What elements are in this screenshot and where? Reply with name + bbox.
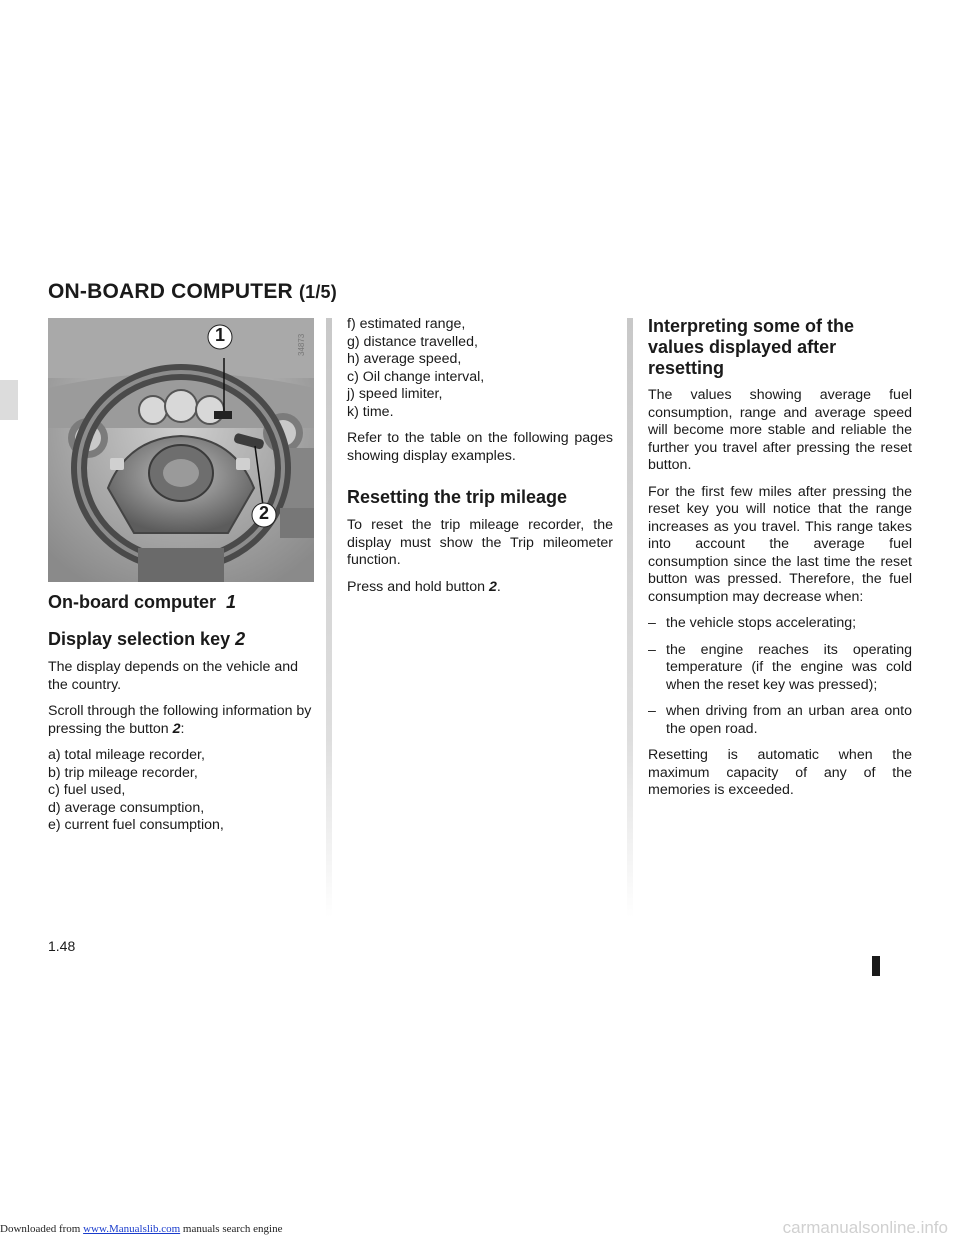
list-item: k) time. — [347, 403, 394, 420]
footer-downloaded-text: Downloaded from — [0, 1223, 81, 1235]
list-item: d) average consumption, — [48, 799, 205, 816]
press-paragraph-num: 2 — [488, 578, 497, 595]
press-paragraph — [347, 579, 613, 597]
page-number: 1.48 — [48, 938, 76, 954]
display-selection-heading-num: 2 — [235, 629, 246, 649]
interpreting-heading: Interpreting some of the values displayed after resetting — [648, 316, 855, 378]
page-title-text: ON-BOARD COMPUTER — [48, 280, 293, 303]
scroll-paragraph-text: Scroll through the following information by pressing the button — [48, 703, 312, 737]
page-title-part: (1/5) — [298, 282, 337, 302]
first-miles-paragraph: For the first few miles after pressing the reset key you will notice that the range increases as you travel. This range takes into account the average fuel consumption since the last time the reset button was pressed. Therefore, the fuel consumption may decrease when: — [648, 483, 912, 605]
footer-suffix-text: manuals search engine — [182, 1223, 283, 1235]
conditions-list — [648, 615, 912, 738]
page-title — [48, 280, 337, 304]
list-item: b) trip mileage recorder, — [48, 764, 198, 781]
list-item: – the vehicle stops accelerating; — [648, 615, 912, 633]
page-corner-mark — [872, 956, 880, 976]
list-item: e) current fuel consumption, — [48, 817, 224, 833]
list-item: c) fuel used, — [48, 782, 126, 798]
scroll-paragraph — [48, 703, 314, 738]
values-paragraph: The values showing average fuel consumption, range and average speed will become more stable and reliable the further you travel after pressing the reset button. — [648, 387, 912, 473]
chapter-tab — [0, 380, 18, 420]
callout-2: 2 — [258, 503, 269, 523]
list-item: – the engine reaches its operating temperature (if the engine was cold when the reset key was pressed); — [648, 642, 912, 695]
image-id: 34873 — [297, 333, 306, 356]
refer-paragraph: Refer to the table on the following pages showing display examples. — [347, 430, 613, 464]
press-paragraph-text: Press and hold button — [347, 578, 486, 595]
info-list-f-k — [347, 316, 613, 421]
display-selection-heading — [48, 629, 314, 650]
manualslib-link[interactable]: www.Manualslib.com — [83, 1223, 181, 1235]
column-divider — [627, 318, 633, 918]
display-selection-heading-text: Display selection key — [48, 629, 231, 649]
watermark: carmanualsonline.info — [782, 1218, 948, 1237]
reset-paragraph: To reset the trip mileage recorder, the display must show the Trip mileometer function. — [347, 517, 613, 568]
column-right — [648, 316, 912, 809]
display-depends-paragraph: The display depends on the vehicle and the country. — [48, 659, 299, 693]
list-item: c) Oil change interval, — [347, 368, 485, 385]
column-middle — [347, 316, 613, 605]
list-item: g) distance travelled, — [347, 333, 478, 350]
list-item: a) total mileage recorder, — [48, 747, 205, 763]
callout-1: 1 — [214, 325, 225, 345]
list-item: h) average speed, — [347, 351, 462, 367]
scroll-paragraph-num: 2 — [172, 720, 181, 737]
figure-caption — [48, 592, 314, 613]
automatic-reset-paragraph: Resetting is automatic when the maximum capacity of any of the memories is exceeded. — [648, 747, 912, 798]
list-item: f) estimated range, — [347, 316, 466, 332]
info-list-a-e — [48, 747, 314, 835]
steering-wheel-photo — [48, 318, 314, 582]
figure-caption-num: 1 — [226, 592, 237, 612]
steering-wheel-illustration — [48, 318, 314, 582]
column-divider — [326, 318, 332, 918]
list-item: j) speed limiter, — [347, 386, 443, 402]
list-item: – when driving from an urban area onto the open road. — [648, 703, 912, 738]
download-footer — [0, 1223, 282, 1235]
column-left — [48, 318, 314, 835]
scroll-paragraph-end: : — [180, 720, 185, 737]
resetting-heading: Resetting the trip mileage — [347, 487, 568, 507]
figure-caption-text: On-board computer — [48, 592, 217, 612]
press-paragraph-end: . — [496, 578, 501, 595]
